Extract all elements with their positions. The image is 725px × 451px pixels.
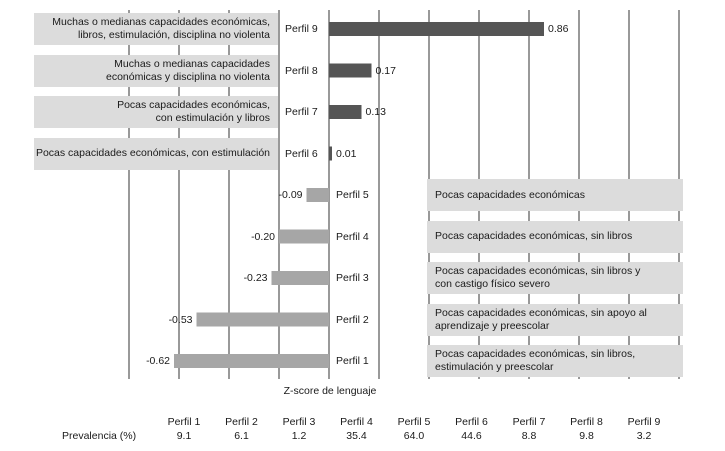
profile-label: Perfil 7 [285,106,318,118]
prevalence-header: Perfil 4 [340,416,373,428]
profile-description-text: Pocas capacidades económicas, sin libros [435,230,633,242]
bar [307,188,330,202]
prevalence-value: 35.4 [346,430,367,442]
value-label: -0.23 [243,272,268,284]
prevalence-value: 3.2 [636,430,652,442]
value-label: 0.17 [375,64,396,77]
profile-description [34,13,278,45]
value-label: -0.62 [146,355,170,367]
profile-label: Perfil 5 [336,189,369,201]
prevalence-header: Perfil 5 [397,416,431,428]
profile-description [34,96,278,128]
profile-description-text: Pocas capacidades económicas, sin apoyo al aprendizaje y preescolar [435,306,647,332]
prevalence-value: 6.1 [234,430,249,442]
value-label: -0.20 [251,230,275,243]
prevalence-header: Perfil 8 [570,416,603,428]
profile-description [427,262,683,294]
prevalence-value: 44.6 [461,430,482,442]
profile-label: Perfil 6 [285,147,318,160]
prevalence-header: Perfil 2 [225,416,258,428]
prevalence-value: 8.8 [521,430,537,442]
profile-label: Perfil 4 [336,230,369,243]
value-label: 0.01 [336,147,357,160]
profile-label: Perfil 8 [285,64,318,77]
value-label: -0.09 [278,189,303,201]
profile-description [34,55,278,87]
prevalence-header: Perfil 3 [282,416,316,428]
prevalence-title: Prevalencia (%) [62,430,137,442]
profile-description-text: Pocas capacidades económicas, con estimulación [35,147,270,159]
x-axis-label: Z-score de lenguaje [283,385,377,397]
bar [329,64,372,78]
prevalence-header: Perfil 6 [455,416,488,428]
bar [329,22,544,36]
profile-description-text: Pocas capacidades económicas, sin libros, estimulación y preescolar [435,348,636,373]
prevalence-value: 9.1 [176,430,192,442]
bar [272,271,330,285]
value-label: 0.86 [548,23,569,35]
profile-description-text: Pocas capacidades económicas [435,188,586,201]
profile-description [34,138,278,170]
prevalence-value: 64.0 [403,430,425,442]
profile-description [427,304,683,336]
profile-description-text: Muchas o medianas capacidades económicas y disciplina no violenta [105,57,270,83]
prevalence-header: Perfil 7 [512,416,546,428]
prevalence-header: Perfil 1 [167,416,201,428]
profile-description [427,221,683,253]
prevalence-value: 9.8 [579,430,594,442]
profile-label: Perfil 1 [336,355,369,367]
profile-description [427,179,683,211]
value-label: 0.13 [365,106,386,118]
bar [329,147,332,161]
profile-label: Perfil 9 [285,23,318,35]
value-label: -0.53 [168,313,193,326]
bar [174,354,329,368]
profile-description-text: Pocas capacidades económicas, sin libros y con castigo físico severo [435,265,641,290]
profile-label: Perfil 2 [336,313,369,326]
profile-description-text: Muchas o medianas capacidades económicas, libros, estimulación, disciplina no violenta [52,16,270,41]
prevalence-header: Perfil 9 [627,416,661,428]
bar [329,105,362,119]
profile-description [427,345,683,377]
prevalence-value: 1.2 [291,430,307,442]
bar [197,313,330,327]
bar [279,230,329,244]
profile-label: Perfil 3 [336,272,369,284]
profile-description-text: Pocas capacidades económicas, con estimulación y libros [117,99,270,124]
